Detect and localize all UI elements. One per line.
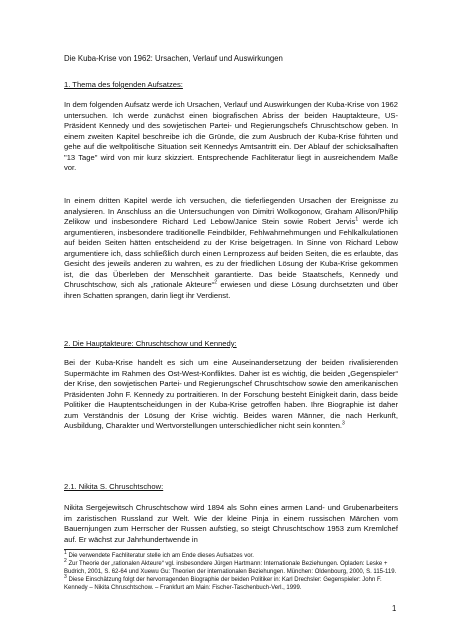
heading-text: 1. Thema des folgenden Aufsatzes: (64, 80, 183, 89)
footnote-ref-1: 1 (355, 216, 359, 223)
footnote-2 (64, 560, 398, 576)
page-number: 1 (392, 604, 397, 613)
heading-text: 2.1. Nikita S. Chruschtschow: (64, 482, 164, 491)
heading-text: 2. Die Hauptakteure: Chruschtschow und Kennedy: (64, 339, 237, 348)
paragraph-text (64, 196, 398, 301)
footnote-number: 3 (64, 574, 67, 581)
document-title: Die Kuba-Krise von 1962: Ursachen, Verlauf und Auswirkungen (64, 54, 283, 63)
footnote-text: Diese Einschätzung folgt der hervorragenden Biographie der beiden Politiker in: Karl Drechsler: Gegenspieler: John F. Kennedy – Nikita Chruschtschow. – Frankfurt am Main: Fischer-Taschenbuch-Verl., 1999. (64, 577, 382, 592)
paragraph-part: erwiesen und diese Lösung durchsetzten und über ihren Schatten sprangen, darin liegt ihr Verdienst. (64, 280, 398, 300)
footnote-3 (64, 576, 398, 592)
footnote-ref-3: 3 (342, 420, 345, 427)
paragraph-3 (64, 358, 398, 432)
section-1-heading (64, 80, 398, 91)
footnote-1 (64, 552, 398, 560)
paragraph-4 (64, 503, 398, 545)
section-2-1-heading (64, 482, 398, 493)
paragraph-2 (64, 196, 398, 301)
footnote-text: Die verwendete Fachliteratur stelle ich am Ende dieses Aufsatzes vor. (68, 553, 254, 559)
footnotes (64, 552, 398, 592)
footnote-divider (64, 549, 160, 550)
section-2-heading (64, 339, 398, 350)
paragraph-part: werde ich argumentieren, insbesondere traditionelle Feindbilder, Fehlwahrnehmungen und Fehlkalkulationen auf beiden Seiten hätten entscheidend zu der Krise beigetragen. In Sinne von Richard Lebow argumentiere ich, dass schließlich durch einen Lernprozess auf beiden Seiten, die es erlaubte, das Gesicht des jeweils anderen zu wahren, es zu der friedlichen Lösung der Kuba-Krise gekommen ist, die das Überleben der Menschheit garantierte. Das beide Staatschefs, Kennedy und Chruschtschow, sich als „rationale Akteure“ (64, 217, 398, 289)
footnote-ref-2: 2 (214, 279, 217, 286)
paragraph-part: Bei der Kuba-Krise handelt es sich um eine Auseinandersetzung der beiden rivalisierenden Supermächte im Rahmen des Ost-West-Konfliktes. Daher ist es wichtig, die beiden „Gegenspieler“ der Krise, den sowjetischen Partei- und Regierungschef Chruschtschow sowie den amerikanischen Präsidenten John F. Kennedy zu portraitieren. In der Forschung besteht Einigkeit darin, dass beide Politiker die Hauptentscheidungen in der Kuba-Krise getroffen haben. Ihre Biographie ist daher zum Verständnis der Lösung der Krise wichtig. Beides waren Männer, die nach Herkunft, Ausbildung, Charakter und Wertvorstellungen unterschiedlicher nicht sein konnten. (64, 358, 398, 430)
footnote-number: 1 (64, 550, 67, 556)
paragraph-text (64, 358, 398, 432)
paragraph-1 (64, 100, 398, 174)
footnote-number: 2 (64, 558, 67, 565)
footnote-text: Zur Theorie der „rationalen Akteure“ vgl. insbesondere Jürgen Hartmann: Internationale Beziehungen. Opladen: Leske + Budrich, 2001, S. 62-64 und Xuewu Gu: Theorien der internationalen Beziehungen. München: Oldenbourg, 2000, S. 115-119. (64, 561, 397, 576)
paragraph-part: In einem dritten Kapitel werde ich versuchen, die tieferliegenden Ursachen der Ereignisse zu analysieren. In Anschluss an die Untersuchungen von Dimitri Wolkogonow, Graham Allison/Philip Zelikow und insbesondere Richard Led Lebow/Janice Stein sowie Robert Jervis (64, 196, 398, 226)
paragraph-text: Nikita Sergejewitsch Chruschtschow wird 1894 als Sohn eines armen Land- und Grubenarbeiters im zaristischen Russland zur Welt. Wie der kleine Pinja in einem russischen Märchen vom Bauernjungen zum Herrscher der Russen aufstieg, so steigt Chruschtschow 1953 zum Kremlchef auf. Er wächst zur Jahrhundertwende in (64, 503, 398, 544)
paragraph-text: In dem folgenden Aufsatz werde ich Ursachen, Verlauf und Auswirkungen der Kuba-Krise von 1962 untersuchen. Ich werde zunächst einen biografischen Abriss der beiden Hauptakteure, US-Präsident Kennedy und des sowjetischen Partei- und Regierungschefs Chruschtschow geben. In einem zweiten Kapitel beschreibe ich die Gründe, die zum Ausbruch der Kuba-Krise führten und gehe auf die weltpolitische Situation seit Kennedys Amtsantritt ein. Der Ablauf der schicksalhaften "13 Tage" wird von mir kurz skizziert. Entsprechende Fachliteratur liegt in ausreichendem Maße vor. (64, 100, 398, 172)
